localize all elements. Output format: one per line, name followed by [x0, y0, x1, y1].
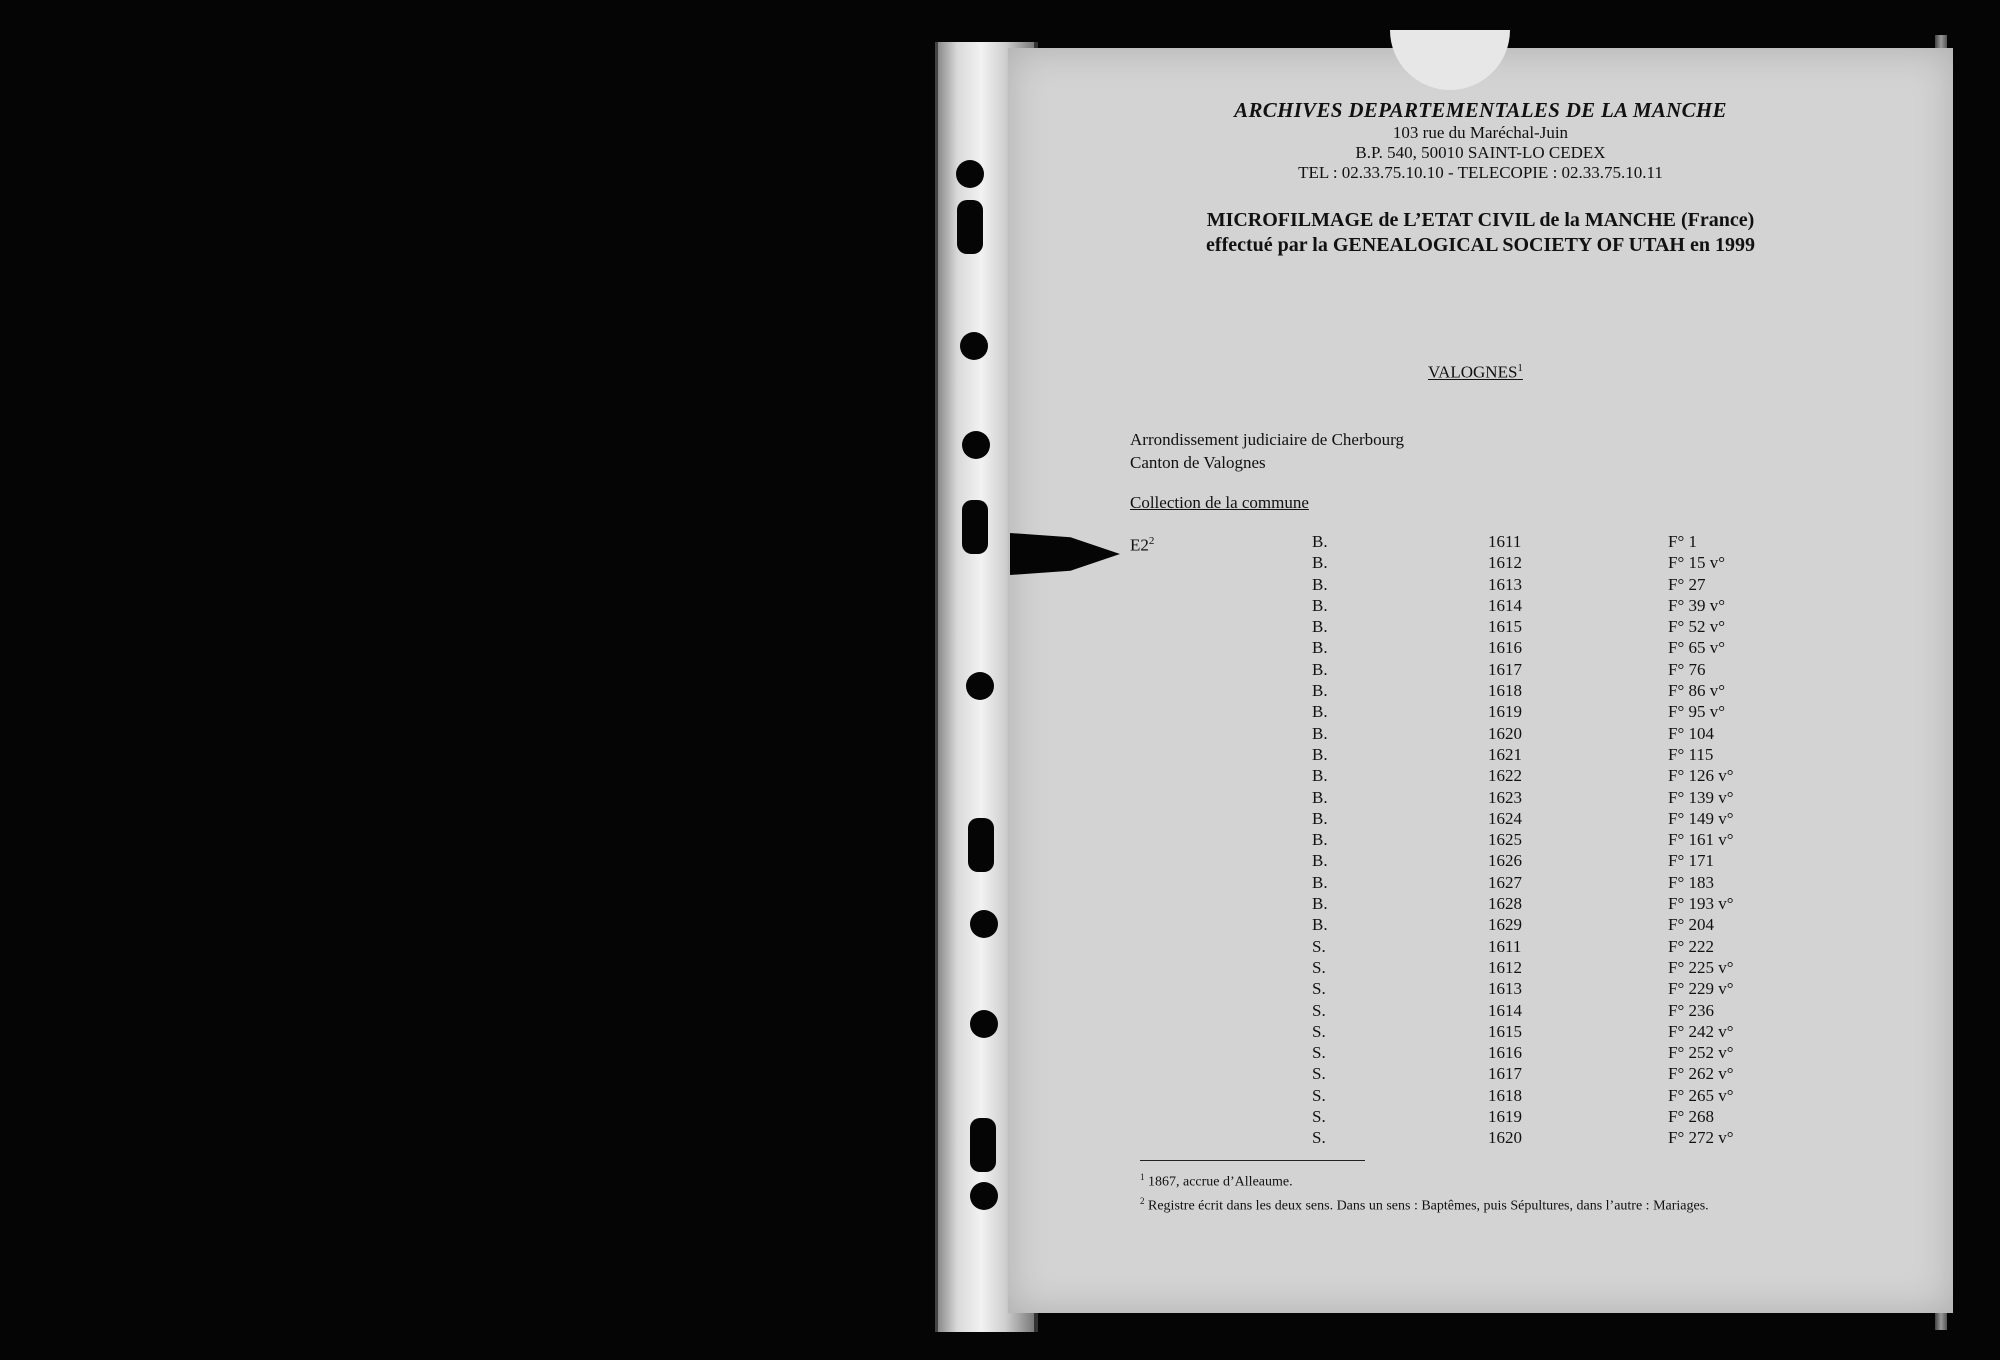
- table-row: [1300, 788, 1860, 809]
- punch-hole: [970, 910, 998, 938]
- table-row: [1300, 1128, 1860, 1149]
- punch-hole: [966, 672, 994, 700]
- table-row: [1300, 1001, 1860, 1022]
- table-row: [1300, 937, 1860, 958]
- microfilm-title: [1008, 208, 1953, 258]
- entry-year: 1613: [1488, 574, 1522, 594]
- table-row: [1300, 638, 1860, 659]
- entry-year: 1617: [1488, 1064, 1522, 1084]
- entry-year: 1628: [1488, 894, 1522, 914]
- punch-hole: [962, 431, 990, 459]
- entry-folio: F° 52 v°: [1668, 617, 1726, 637]
- entry-folio: F° 149 v°: [1668, 808, 1734, 828]
- entry-type: B.: [1312, 638, 1328, 658]
- entry-year: 1618: [1488, 1085, 1522, 1105]
- entry-folio: F° 225 v°: [1668, 957, 1734, 977]
- entry-folio: F° 262 v°: [1668, 1064, 1734, 1084]
- entry-year: 1616: [1488, 638, 1522, 658]
- table-row: [1300, 702, 1860, 723]
- subtitle-line-2: effectué par la GENEALOGICAL SOCIETY OF UTAH en 1999: [1206, 234, 1755, 256]
- punch-slot: [957, 200, 983, 254]
- entry-type: S.: [1312, 1128, 1326, 1148]
- entry-year: 1612: [1488, 553, 1522, 573]
- entry-year: 1615: [1488, 1021, 1522, 1041]
- entry-type: S.: [1312, 1043, 1326, 1063]
- table-row: [1300, 681, 1860, 702]
- institution-name: ARCHIVES DEPARTEMENTALES DE LA MANCHE: [1234, 98, 1727, 122]
- entry-folio: F° 229 v°: [1668, 979, 1734, 999]
- register-entries: [1300, 532, 1860, 1150]
- footnote: [1140, 1192, 1709, 1216]
- table-row: [1300, 958, 1860, 979]
- entry-folio: F° 139 v°: [1668, 787, 1734, 807]
- commune-name: VALOGNES: [1428, 362, 1518, 382]
- entry-folio: F° 236: [1668, 1000, 1715, 1020]
- entry-folio: F° 242 v°: [1668, 1021, 1734, 1041]
- entry-year: 1619: [1488, 702, 1522, 722]
- entry-type: B.: [1312, 915, 1328, 935]
- footnote-text: 1867, accrue d’Alleaume.: [1148, 1174, 1293, 1190]
- table-row: [1300, 617, 1860, 638]
- entry-type: B.: [1312, 532, 1328, 551]
- entry-year: 1613: [1488, 979, 1522, 999]
- entry-folio: F° 39 v°: [1668, 595, 1726, 615]
- entry-year: 1617: [1488, 659, 1522, 679]
- entry-year: 1618: [1488, 681, 1522, 701]
- entry-type: B.: [1312, 595, 1328, 615]
- entry-folio: F° 268: [1668, 1107, 1715, 1127]
- entry-folio: F° 1: [1668, 532, 1698, 551]
- table-row: [1300, 809, 1860, 830]
- entry-type: B.: [1312, 787, 1328, 807]
- entry-type: B.: [1312, 894, 1328, 914]
- entry-folio: F° 204: [1668, 915, 1715, 935]
- jurisdiction-block: [1130, 428, 1404, 474]
- entry-type: B.: [1312, 617, 1328, 637]
- table-row: [1300, 1022, 1860, 1043]
- register-code: [1130, 535, 1154, 556]
- entry-year: 1620: [1488, 723, 1522, 743]
- entry-year: 1620: [1488, 1128, 1522, 1148]
- register-code-text: E2: [1130, 535, 1149, 555]
- footnote-number: 1: [1140, 1172, 1145, 1182]
- table-row: [1300, 660, 1860, 681]
- entry-folio: F° 222: [1668, 936, 1715, 956]
- entry-folio: F° 171: [1668, 851, 1715, 871]
- punch-hole: [970, 1010, 998, 1038]
- footnotes: [1140, 1168, 1709, 1215]
- entry-year: 1614: [1488, 1000, 1522, 1020]
- entry-folio: F° 183: [1668, 872, 1715, 892]
- entry-year: 1623: [1488, 787, 1522, 807]
- arrondissement: Arrondissement judiciaire de Cherbourg: [1130, 430, 1404, 449]
- entry-folio: F° 265 v°: [1668, 1085, 1734, 1105]
- entry-type: S.: [1312, 979, 1326, 999]
- entry-type: B.: [1312, 553, 1328, 573]
- punch-slot: [968, 818, 994, 872]
- table-row: [1300, 894, 1860, 915]
- entry-year: 1621: [1488, 744, 1522, 764]
- entry-folio: F° 15 v°: [1668, 553, 1726, 573]
- entry-folio: F° 161 v°: [1668, 830, 1734, 850]
- entry-year: 1629: [1488, 915, 1522, 935]
- commune-heading: [1428, 362, 1523, 383]
- address-line: 103 rue du Maréchal-Juin: [1392, 123, 1569, 142]
- entry-type: B.: [1312, 723, 1328, 743]
- entry-year: 1611: [1488, 532, 1522, 551]
- table-row: [1300, 1043, 1860, 1064]
- punch-hole: [956, 160, 984, 188]
- entry-folio: F° 86 v°: [1668, 681, 1726, 701]
- entry-type: S.: [1312, 1000, 1326, 1020]
- punch-slot: [970, 1118, 996, 1172]
- entry-folio: F° 65 v°: [1668, 638, 1726, 658]
- contact-line: TEL : 02.33.75.10.10 - TELECOPIE : 02.33.75.10.11: [1298, 163, 1663, 182]
- entry-type: B.: [1312, 702, 1328, 722]
- table-row: [1300, 830, 1860, 851]
- entry-folio: F° 95 v°: [1668, 702, 1726, 722]
- canton: Canton de Valognes: [1130, 453, 1266, 472]
- footnote-ref: 2: [1148, 535, 1155, 547]
- entry-type: S.: [1312, 936, 1326, 956]
- table-row: [1300, 915, 1860, 936]
- entry-type: S.: [1312, 1107, 1326, 1127]
- entry-type: B.: [1312, 851, 1328, 871]
- entry-type: B.: [1312, 830, 1328, 850]
- footnote: [1140, 1168, 1709, 1192]
- entry-type: S.: [1312, 1085, 1326, 1105]
- entry-year: 1626: [1488, 851, 1522, 871]
- archive-header: [1008, 98, 1953, 183]
- entry-type: B.: [1312, 574, 1328, 594]
- entry-type: S.: [1312, 1021, 1326, 1041]
- entry-type: B.: [1312, 744, 1328, 764]
- entry-type: B.: [1312, 681, 1328, 701]
- punch-hole: [970, 1182, 998, 1210]
- entry-folio: F° 27: [1668, 574, 1706, 594]
- table-row: [1300, 575, 1860, 596]
- entry-folio: F° 193 v°: [1668, 894, 1734, 914]
- footnote-divider: [1140, 1160, 1365, 1161]
- entry-folio: F° 272 v°: [1668, 1128, 1734, 1148]
- footnote-ref: 1: [1517, 362, 1523, 374]
- entry-folio: F° 115: [1668, 744, 1714, 764]
- entry-year: 1612: [1488, 957, 1522, 977]
- footnote-text: Registre écrit dans les deux sens. Dans un sens : Baptêmes, puis Sépultures, dans l’autre : Mariages.: [1148, 1198, 1709, 1214]
- entry-year: 1611: [1488, 936, 1522, 956]
- table-row: [1300, 553, 1860, 574]
- entry-year: 1624: [1488, 808, 1522, 828]
- entry-year: 1616: [1488, 1043, 1522, 1063]
- entry-year: 1622: [1488, 766, 1522, 786]
- entry-type: S.: [1312, 1064, 1326, 1084]
- table-row: [1300, 724, 1860, 745]
- table-row: [1300, 745, 1860, 766]
- table-row: [1300, 851, 1860, 872]
- postal-line: B.P. 540, 50010 SAINT-LO CEDEX: [1355, 143, 1606, 162]
- punch-hole: [960, 332, 988, 360]
- table-row: [1300, 979, 1860, 1000]
- table-row: [1300, 1064, 1860, 1085]
- table-row: [1300, 596, 1860, 617]
- table-row: [1300, 766, 1860, 787]
- entry-year: 1615: [1488, 617, 1522, 637]
- entry-folio: F° 126 v°: [1668, 766, 1734, 786]
- entry-year: 1614: [1488, 595, 1522, 615]
- entry-type: B.: [1312, 766, 1328, 786]
- entry-type: B.: [1312, 808, 1328, 828]
- table-row: [1300, 1107, 1860, 1128]
- table-row: [1300, 532, 1860, 553]
- entry-year: 1627: [1488, 872, 1522, 892]
- entry-folio: F° 76: [1668, 659, 1706, 679]
- entry-folio: F° 252 v°: [1668, 1043, 1734, 1063]
- footnote-number: 2: [1140, 1195, 1145, 1206]
- entry-year: 1625: [1488, 830, 1522, 850]
- collection-label: Collection de la commune: [1130, 493, 1309, 512]
- table-row: [1300, 873, 1860, 894]
- entry-folio: F° 104: [1668, 723, 1715, 743]
- entry-type: B.: [1312, 659, 1328, 679]
- punch-slot: [962, 500, 988, 554]
- entry-type: B.: [1312, 872, 1328, 892]
- table-row: [1300, 1086, 1860, 1107]
- entry-year: 1619: [1488, 1107, 1522, 1127]
- subtitle-line-1: MICROFILMAGE de L’ETAT CIVIL de la MANCHE (France): [1206, 209, 1755, 231]
- entry-type: S.: [1312, 957, 1326, 977]
